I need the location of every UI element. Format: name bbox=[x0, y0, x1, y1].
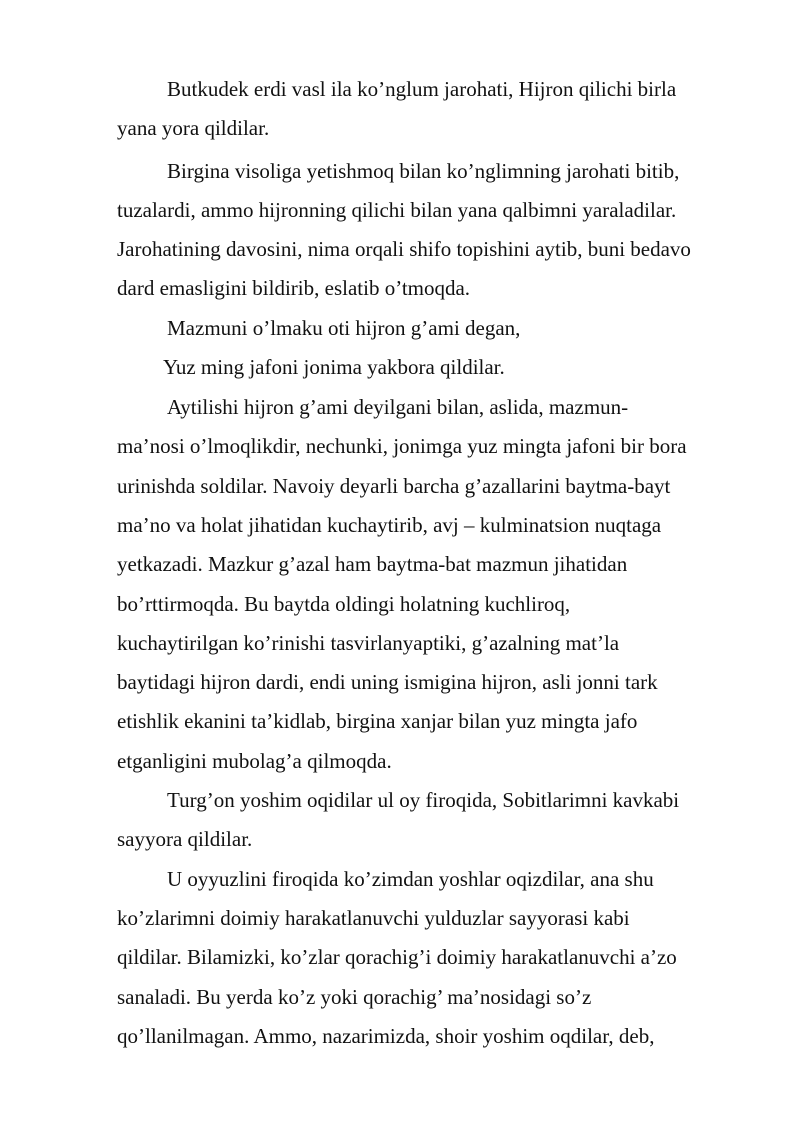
text-line-4: tuzalardi, ammo hijronning qilichi bilan yana qalbimni yaraladilar. bbox=[117, 198, 677, 222]
text-line-14: bo’rttirmoqda. Bu baytda oldingi holatning kuchliroq, bbox=[117, 592, 571, 616]
text-line-6: dard emasligini bildirib, eslatib o’tmoqda. bbox=[117, 276, 471, 300]
text-line-18: etganligini mubolag’a qilmoqda. bbox=[117, 749, 392, 773]
text-line-5: Jarohatining davosini, nima orqali shifo topishini aytib, buni bedavo bbox=[117, 237, 691, 261]
text-line-11: urinishda soldilar. Navoiy deyarli barcha g’azallarini baytma-bayt bbox=[117, 474, 671, 498]
text-line-13: yetkazadi. Mazkur g’azal ham baytma-bat mazmun jihatidan bbox=[117, 552, 628, 576]
text-line-16: baytidagi hijron dardi, endi uning ismigina hijron, asli jonni tark bbox=[117, 670, 658, 694]
text-line-9: Aytilishi hijron g’ami deyilgani bilan, aslida, mazmun- bbox=[167, 395, 629, 419]
text-line-24: sanaladi. Bu yerda ko’z yoki qorachig’ ma’nosidagi so’z bbox=[117, 985, 592, 1009]
text-line-17: etishlik ekanini ta’kidlab, birgina xanjar bilan yuz mingta jafo bbox=[117, 709, 638, 733]
text-line-10: ma’nosi o’lmoqlikdir, nechunki, jonimga yuz mingta jafoni bir bora bbox=[117, 434, 687, 458]
text-line-15: kuchaytirilgan ko’rinishi tasvirlanyaptiki, g’azalning mat’la bbox=[117, 631, 620, 655]
text-line-19: Turg’on yoshim oqidilar ul oy firoqida, Sobitlarimni kavkabi bbox=[167, 788, 680, 812]
text-line-22: ko’zlarimni doimiy harakatlanuvchi yulduzlar sayyorasi kabi bbox=[117, 906, 630, 930]
text-line-25: qo’llanilmagan. Ammo, nazarimizda, shoir yoshim oqdilar, deb, bbox=[117, 1024, 655, 1048]
text-line-20: sayyora qildilar. bbox=[117, 827, 253, 851]
text-line-3: Birgina visoliga yetishmoq bilan ko’nglimning jarohati bitib, bbox=[167, 159, 680, 183]
text-line-23: qildilar. Bilamizki, ko’zlar qorachig’i doimiy harakatlanuvchi a’zo bbox=[117, 945, 677, 969]
text-line-21: U oyyuzlini firoqida ko’zimdan yoshlar oqizdilar, ana shu bbox=[167, 867, 654, 891]
verse-line-1: Mazmuni o’lmaku oti hijron g’ami degan, bbox=[167, 316, 521, 340]
text-line-12: ma’no va holat jihatidan kuchaytirib, avj – kulminatsion nuqtaga bbox=[117, 513, 662, 537]
text-line-2: yana yora qildilar. bbox=[117, 116, 270, 140]
text-line-1: Butkudek erdi vasl ila ko’nglum jarohati, Hijron qilichi birla bbox=[167, 77, 677, 101]
verse-line-2: Yuz ming jafoni jonima yakbora qildilar. bbox=[163, 355, 505, 379]
